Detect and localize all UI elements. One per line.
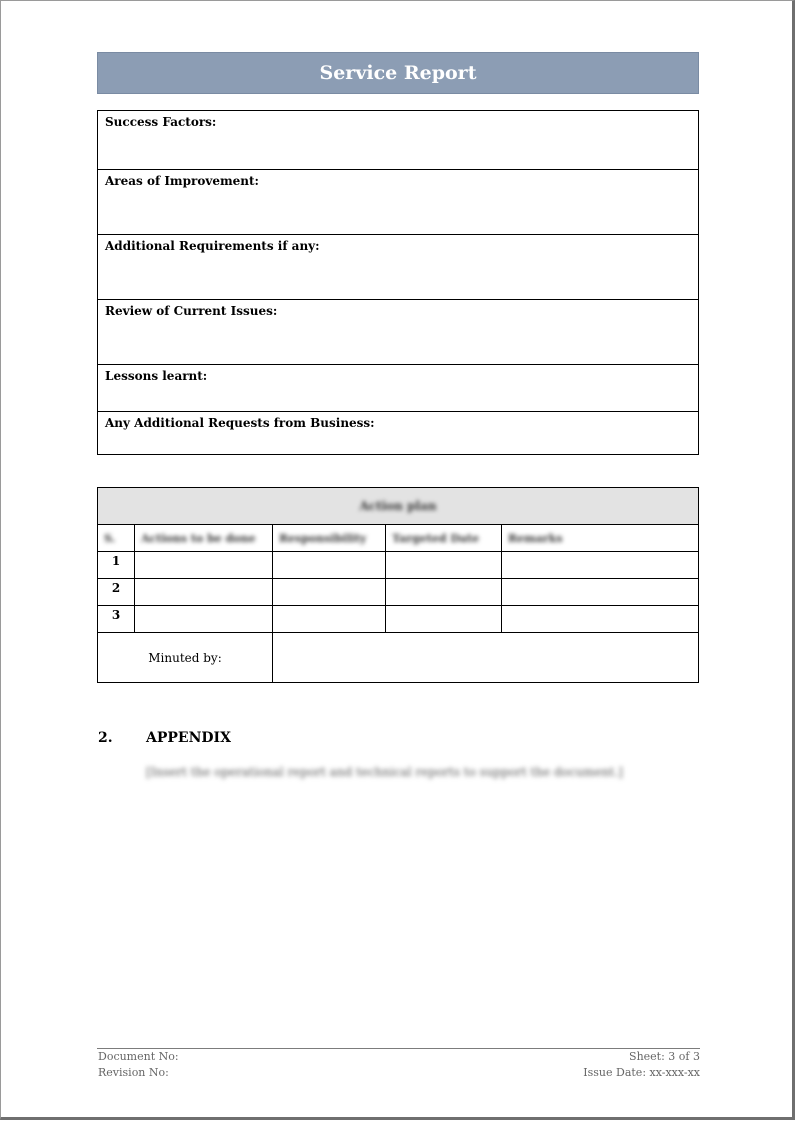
footer-document-no: Document No: (98, 1050, 179, 1063)
column-header-responsibility: Responsibility (279, 531, 367, 545)
minuted-by-row (98, 633, 699, 683)
report-title: Service Report (319, 62, 477, 84)
table-cell[interactable] (386, 579, 502, 606)
column-header-remarks: Remarks (508, 531, 563, 545)
field-row (98, 300, 699, 365)
table-cell[interactable] (386, 606, 502, 633)
row-number: 2 (98, 579, 135, 606)
field-row (98, 365, 699, 412)
appendix-note: [Insert the operational report and technical reports to support the document.] (146, 765, 623, 779)
action-plan-title: Action plan (359, 499, 437, 513)
appendix-heading: APPENDIX (146, 730, 231, 746)
table-cell[interactable] (273, 552, 386, 579)
table-cell[interactable] (502, 606, 699, 633)
footer-sheet: Sheet: 3 of 3 (629, 1050, 700, 1063)
table-cell[interactable] (502, 579, 699, 606)
field-areas-of-improvement[interactable]: Areas of Improvement: (98, 170, 699, 235)
row-number: 1 (98, 552, 135, 579)
field-row (98, 170, 699, 235)
table-row (98, 606, 699, 633)
report-fields-table (97, 110, 699, 455)
table-row (98, 552, 699, 579)
field-row (98, 111, 699, 170)
field-row (98, 412, 699, 455)
report-title-bar (97, 52, 699, 94)
footer-revision-no: Revision No: (98, 1066, 169, 1079)
field-lessons-learnt[interactable]: Lessons learnt: (98, 365, 699, 412)
action-plan-table (97, 487, 699, 683)
table-row (98, 579, 699, 606)
footer-issue-date: Issue Date: xx-xxx-xx (583, 1066, 700, 1079)
table-cell[interactable] (273, 579, 386, 606)
minuted-by-field[interactable] (273, 633, 699, 683)
field-additional-requests[interactable]: Any Additional Requests from Business: (98, 412, 699, 455)
action-plan-header-row (98, 525, 699, 552)
table-cell[interactable] (135, 552, 273, 579)
table-cell[interactable] (386, 552, 502, 579)
column-header-sno: S. (104, 531, 116, 545)
table-cell[interactable] (135, 606, 273, 633)
footer-divider (97, 1048, 700, 1049)
table-cell[interactable] (135, 579, 273, 606)
column-header-targeted-date: Targeted Date (392, 531, 480, 545)
appendix-number: 2. (98, 730, 113, 746)
column-header-actions: Actions to be done (141, 531, 256, 545)
table-cell[interactable] (273, 606, 386, 633)
field-additional-requirements[interactable]: Additional Requirements if any: (98, 235, 699, 300)
action-plan-title-row (98, 488, 699, 525)
row-number: 3 (98, 606, 135, 633)
field-row (98, 235, 699, 300)
field-success-factors[interactable]: Success Factors: (98, 111, 699, 170)
table-cell[interactable] (502, 552, 699, 579)
minuted-by-label: Minuted by: (98, 633, 273, 683)
field-review-current-issues[interactable]: Review of Current Issues: (98, 300, 699, 365)
